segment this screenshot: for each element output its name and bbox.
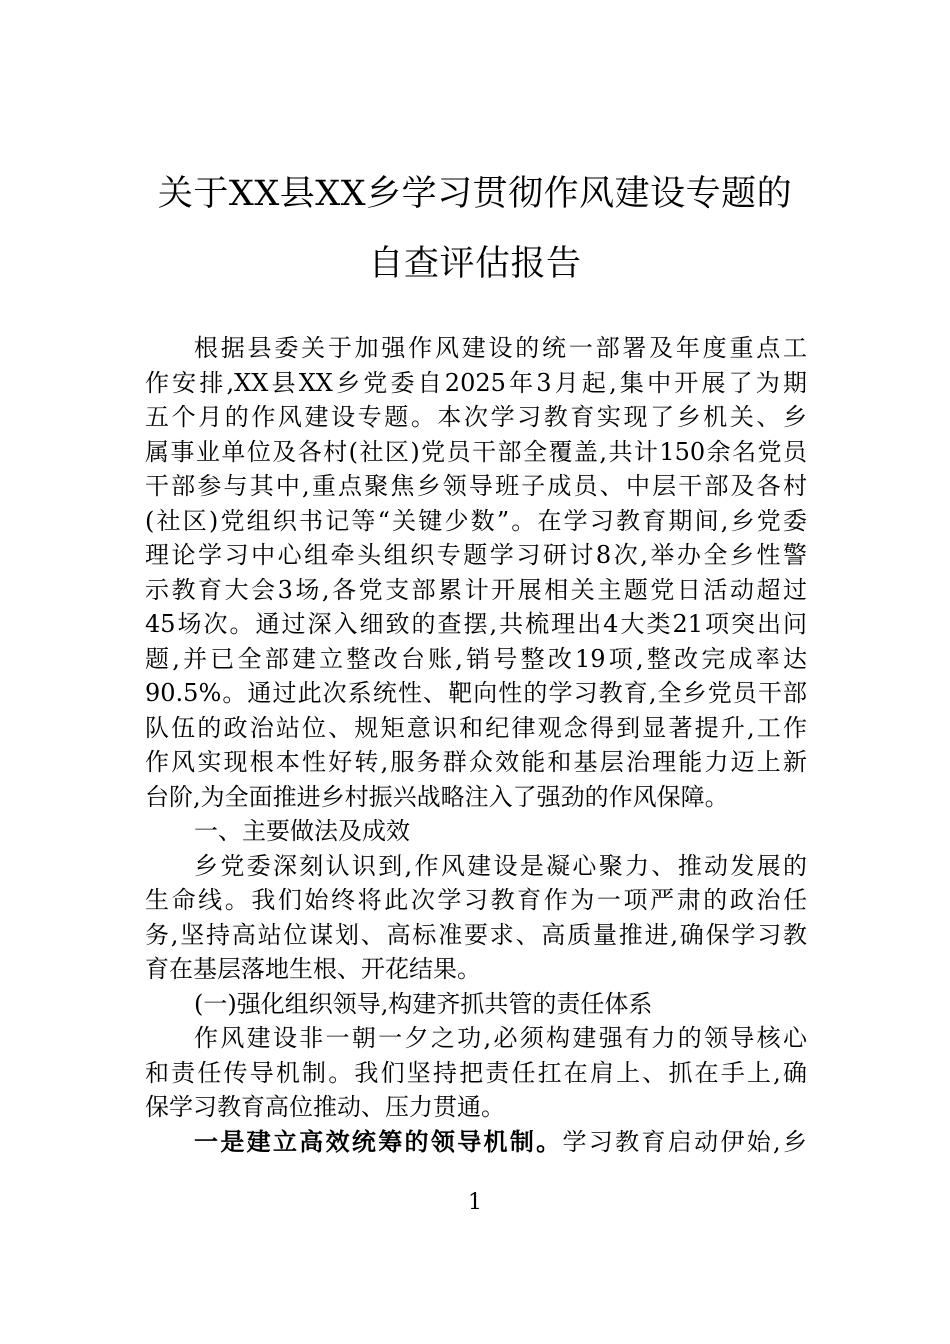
paragraph-1-line: 属事业单位及各村(社区)党员干部全覆盖,共计150余名党员: [145, 437, 807, 466]
lead-rest-text: 学习教育启动伊始,乡: [562, 1127, 807, 1156]
paragraph-3-line: 作风建设非一朝一夕之功,必须构建强有力的领导核心: [194, 1024, 807, 1052]
paragraph-1-line: 90.5%。通过此次系统性、靶向性的学习教育,全乡党员干部: [145, 679, 807, 707]
paragraph-1-line: 作风实现根本性好转,服务群众效能和基层治理能力迈上新: [145, 748, 807, 776]
paragraph-1-line: 队伍的政治站位、规矩意识和纪律观念得到显著提升,工作: [145, 713, 807, 742]
paragraph-2-line: 生命线。我们始终将此次学习教育作为一项严肃的政治任: [145, 886, 807, 914]
page-number: 1: [468, 1190, 482, 1215]
paragraph-1-line: (社区)党组织书记等“关键少数”。在学习教育期间,乡党委: [145, 506, 807, 535]
paragraph-1-line: 示教育大会3场,各党支部累计开展相关主题党日活动超过: [145, 575, 807, 604]
paragraph-1-line: 作安排,XX县XX乡党委自2025年3月起,集中开展了为期: [145, 368, 807, 397]
document-body: [145, 331, 807, 1159]
paragraph-3-line: 保学习教育高位推动、压力贯通。: [145, 1093, 505, 1121]
paragraph-1-line: 题,并已全部建立整改台账,销号整改19项,整改完成率达: [145, 644, 807, 673]
paragraph-2-line: 务,坚持高站位谋划、高标准要求、高质量推进,确保学习教: [145, 920, 807, 949]
paragraph-3-line: 和责任传导机制。我们坚持把责任扛在肩上、抓在手上,确: [145, 1058, 807, 1087]
paragraph-1-line: 45场次。通过深入细致的查摆,共梳理出4大类21项突出问: [145, 610, 807, 638]
paragraph-1-line: 理论学习中心组牵头组织专题学习研讨8次,举办全乡性警: [145, 541, 807, 569]
document-title-line-2: 自查评估报告: [368, 244, 582, 284]
bold-lead-text: 一是建立高效统筹的领导机制。: [194, 1126, 563, 1156]
document-title-line-1: 关于XX县XX乡学习贯彻作风建设专题的: [157, 174, 793, 214]
section-heading: 一、主要做法及成效: [194, 817, 410, 845]
paragraph-1-line: 台阶,为全面推进乡村振兴战略注入了强劲的作风保障。: [145, 782, 729, 811]
paragraph-2-line: 乡党委深刻认识到,作风建设是凝心聚力、推动发展的: [194, 851, 807, 880]
paragraph-2-line: 育在基层落地生根、开花结果。: [145, 955, 481, 983]
paragraph-4-line: [145, 1125, 807, 1160]
paragraph-1-line: 干部参与其中,重点聚焦乡领导班子成员、中层干部及各村: [145, 472, 807, 500]
paragraph-1-line: 五个月的作风建设专题。本次学习教育实现了乡机关、乡: [145, 403, 807, 431]
subsection-heading: (一)强化组织领导,构建齐抓共管的责任体系: [194, 989, 653, 1018]
paragraph-1-line: 根据县委关于加强作风建设的统一部署及年度重点工: [194, 334, 807, 362]
